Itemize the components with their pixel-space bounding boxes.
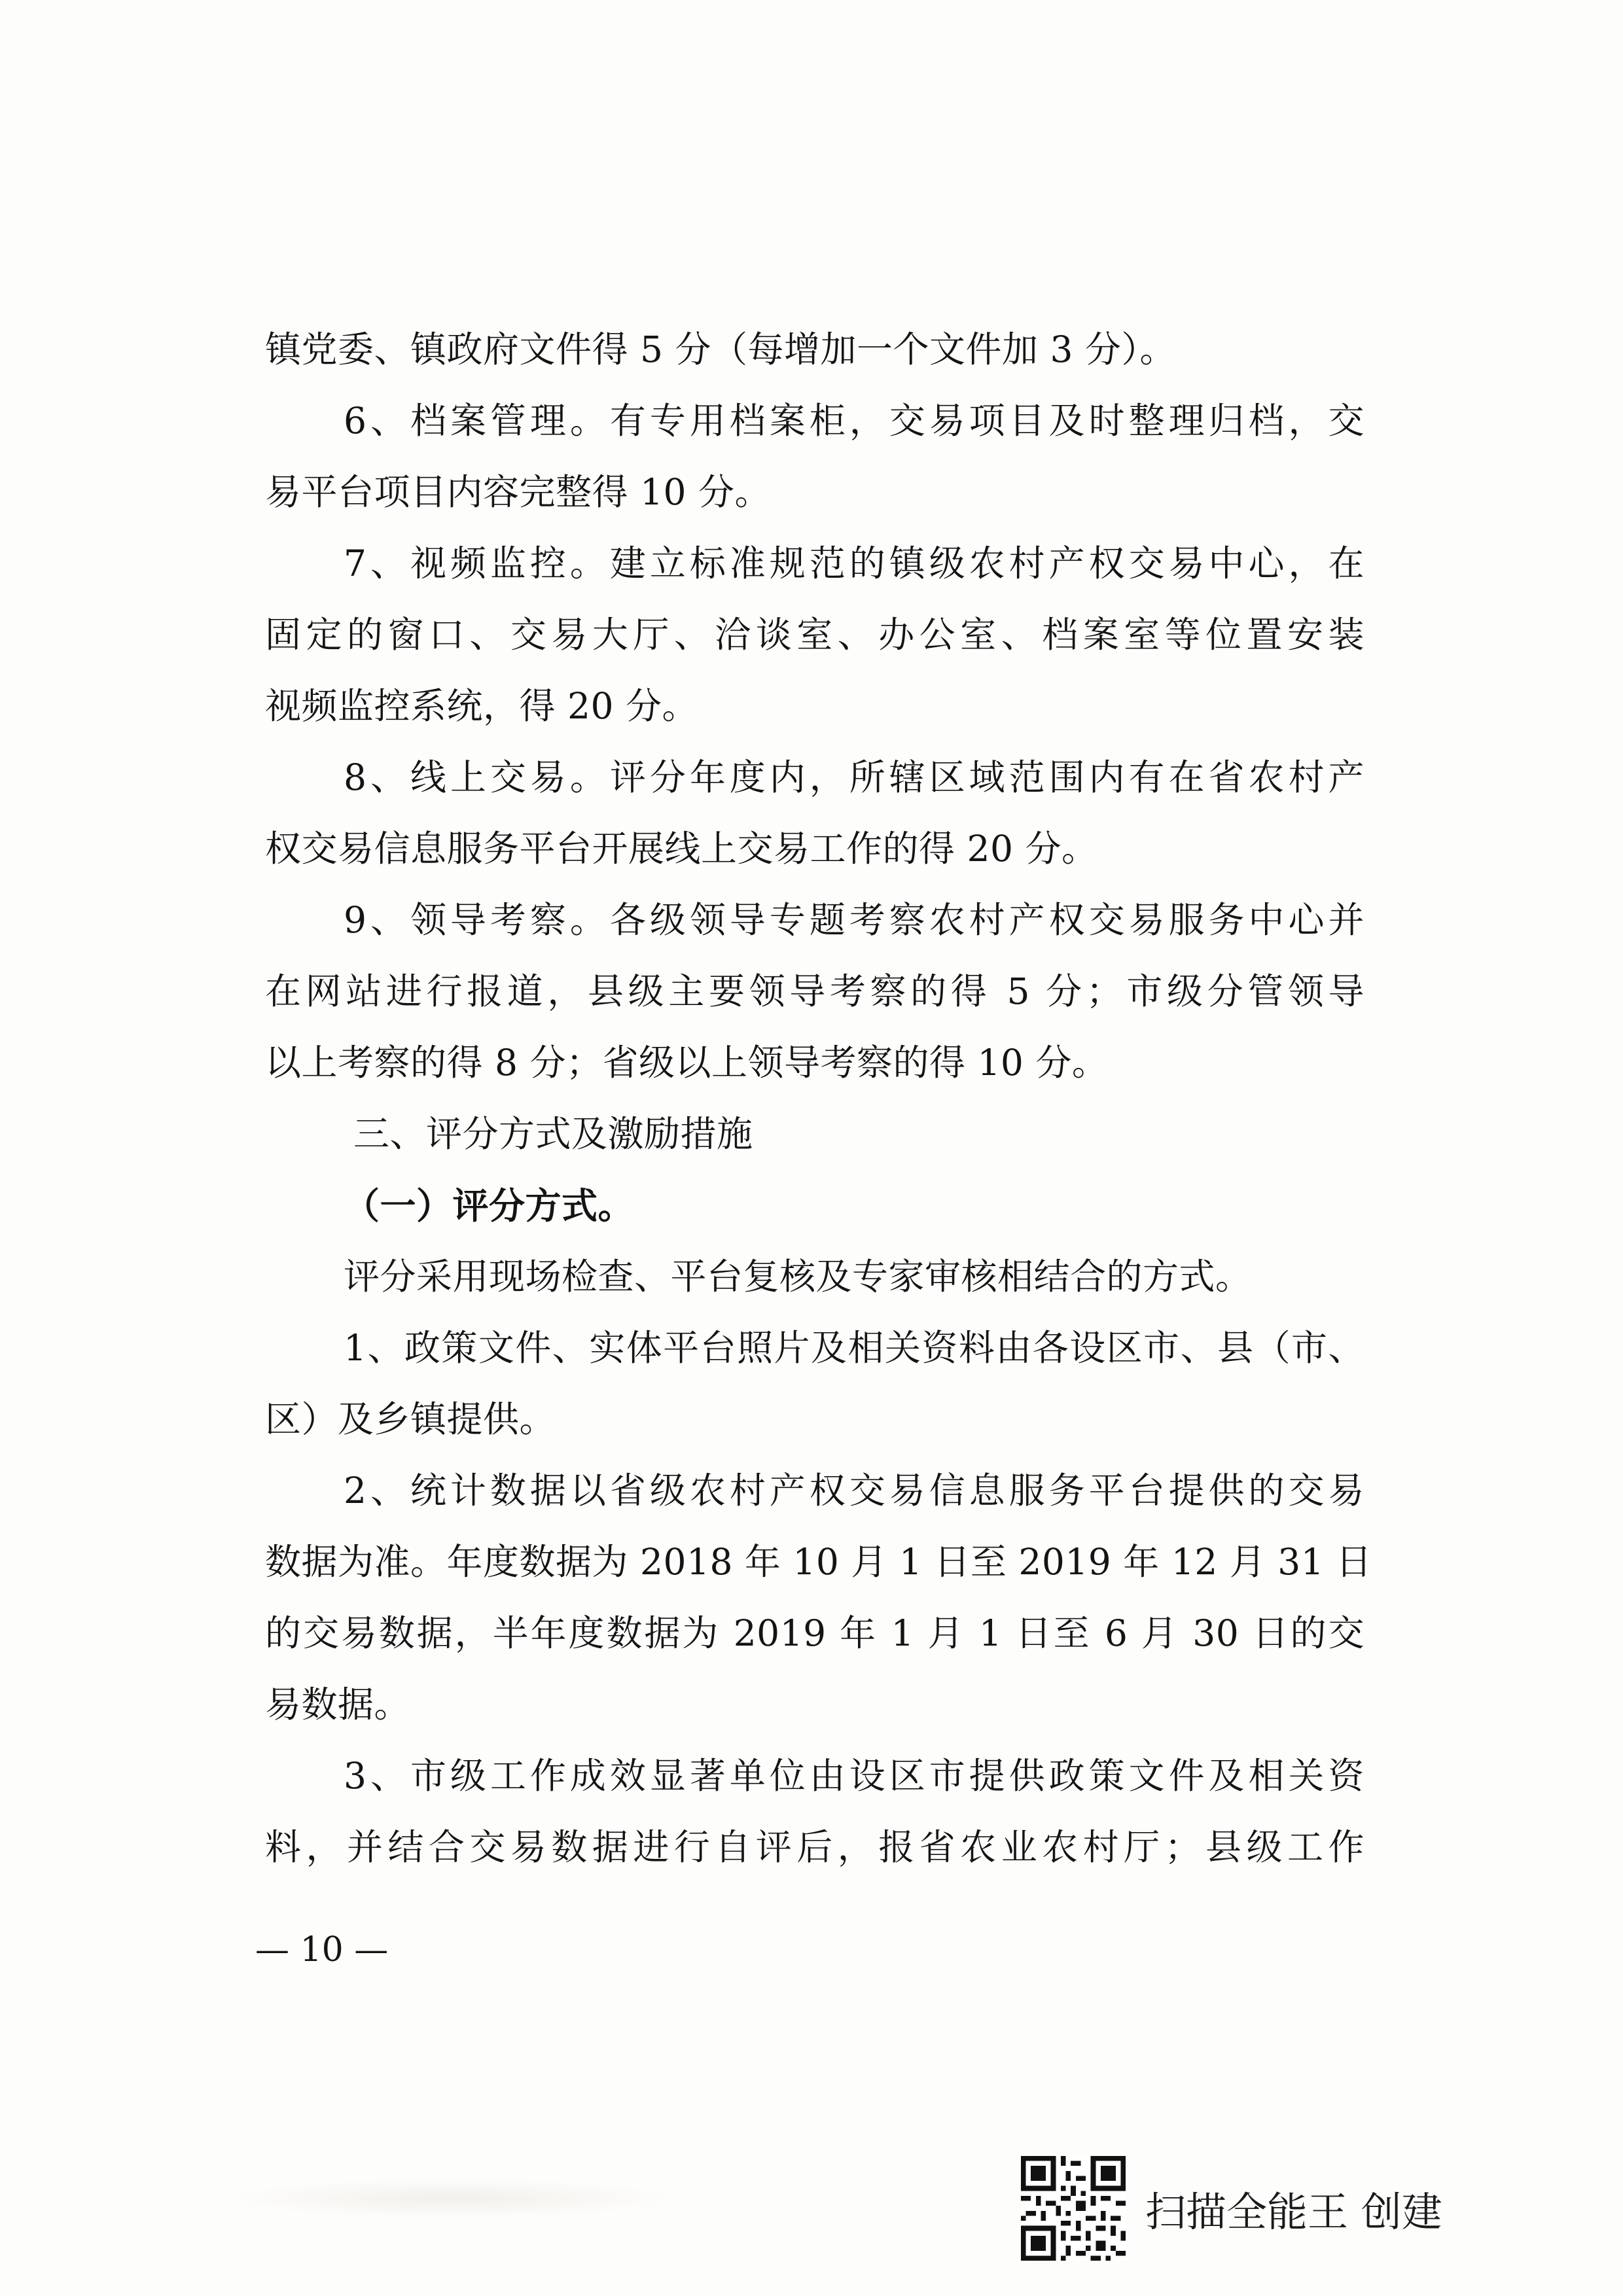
text-line: 8、线上交易。评分年度内，所辖区域范围内有在省农村产	[344, 756, 1364, 798]
qr-code-icon	[1021, 2156, 1126, 2261]
page-number: — 10 —	[255, 1930, 389, 1969]
text-line: 料，并结合交易数据进行自评后，报省农业农村厅；县级工作	[265, 1826, 1364, 1868]
text-line: 7、视频监控。建立标准规范的镇级农村产权交易中心，在	[344, 542, 1364, 584]
text-line: 6、档案管理。有专用档案柜，交易项目及时整理归档，交	[344, 400, 1364, 442]
watermark-text: 扫描全能王 创建	[1145, 2187, 1442, 2236]
text-line: 权交易信息服务平台开展线上交易工作的得 20 分。	[265, 828, 1098, 870]
text-line: 数据为准。年度数据为 2018 年 10 月 1 日至 2019 年 12 月 31 日	[265, 1541, 1372, 1583]
text-line: 评分采用现场检查、平台复核及专家审核相结合的方式。	[344, 1256, 1252, 1298]
text-line: 视频监控系统，得 20 分。	[265, 685, 698, 727]
subsection-heading: （一）评分方式。	[344, 1184, 635, 1227]
text-line: 2、统计数据以省级农村产权交易信息服务平台提供的交易	[344, 1470, 1364, 1511]
document-body	[265, 314, 1372, 1883]
text-line: 的交易数据，半年度数据为 2019 年 1 月 1 日至 6 月 30 日的交	[265, 1612, 1364, 1654]
text-line: 1、政策文件、实体平台照片及相关资料由各设区市、县（市、	[344, 1327, 1364, 1369]
text-line: 在网站进行报道，县级主要领导考察的得 5 分；市级分管领导	[265, 970, 1364, 1012]
text-line: 9、领导考察。各级领导专题考察农村产权交易服务中心并	[344, 899, 1364, 941]
scanner-watermark	[1021, 2153, 1442, 2264]
text-line: 区）及乡镇提供。	[265, 1398, 556, 1440]
section-heading: 三、评分方式及激励措施	[353, 1113, 753, 1155]
text-line: 以上考察的得 8 分；省级以上领导考察的得 10 分。	[265, 1042, 1109, 1084]
text-line: 固定的窗口、交易大厅、洽谈室、办公室、档案室等位置安装	[265, 614, 1364, 656]
text-line: 3、市级工作成效显著单位由设区市提供政策文件及相关资	[344, 1755, 1364, 1797]
scan-smudge	[223, 2179, 681, 2218]
text-line: 易平台项目内容完整得 10 分。	[265, 471, 771, 513]
text-line: 镇党委、镇政府文件得 5 分（每增加一个文件加 3 分）。	[265, 328, 1176, 370]
text-line: 易数据。	[265, 1684, 411, 1725]
